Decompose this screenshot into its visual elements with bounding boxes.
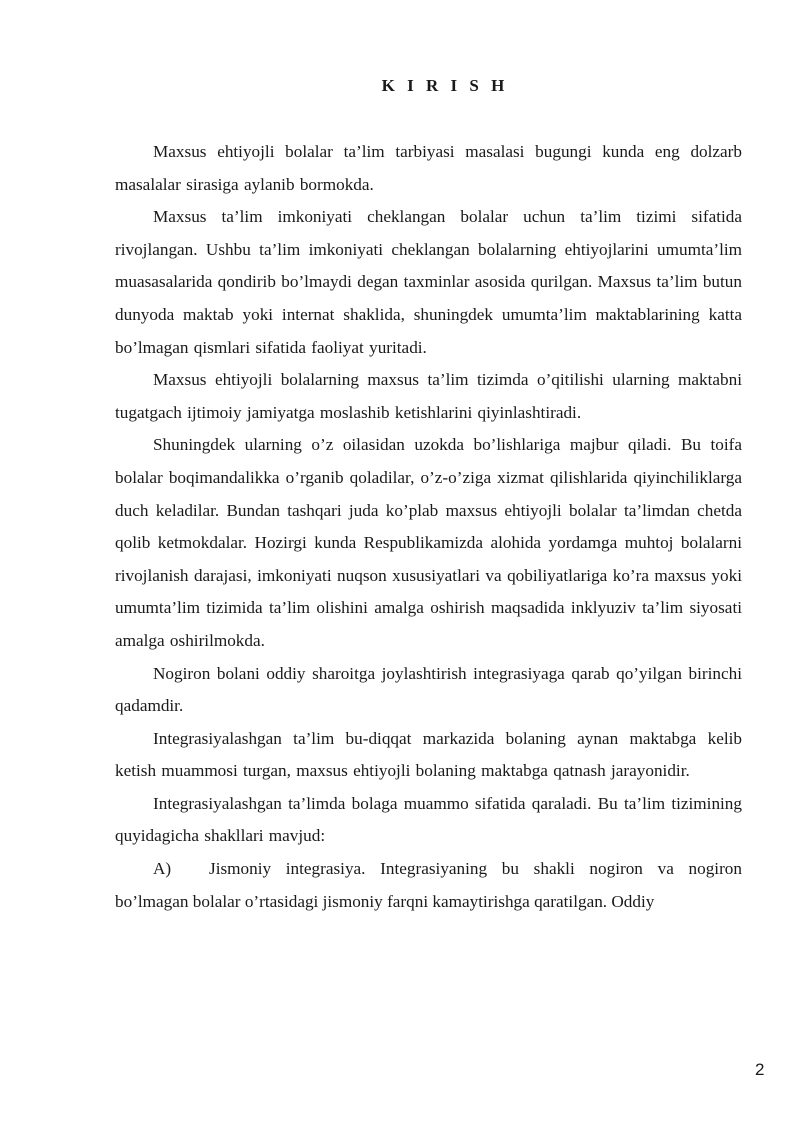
- page-number: 2: [755, 1060, 765, 1079]
- page-title: K I R I S H: [381, 76, 509, 95]
- paragraph-7: Integrasiyalashgan ta’limda bolaga muammo sifatida qaraladi. Bu ta’lim tizimining quyidagicha shakllari mavjud:: [115, 793, 742, 846]
- paragraph-1: Maxsus ehtiyojli bolalar ta’lim tarbiyasi masalasi bugungi kunda eng dolzarb masalalar sirasiga aylanib bormokda.: [115, 142, 742, 194]
- paragraph-4: Shuningdek ularning o’z oilasidan uzokda bo’lishlariga majbur qiladi. Bu toifa bolalar boqimandalikka o’rganib qoladilar, o’z-o’ziga xizmat qilishlarida qiyinchiliklarga duch keladilar. Bundan tashqari juda ko’plab maxsus ehtiyojli bolalar ta’limdan chetda qolib ketmokdalar. Hozirgi kunda Respublikamizda alohida yordamga muhtoj bolalarni rivojlanish darajasi, imkoniyati nuqson xususiyatlari va qobiliyatlariga ko’ra maxsus yoki umumta’lim tizimida ta’lim olishini amalga oshirish maqsadida inklyuziv ta’lim siyosati amalga oshirilmokda.: [115, 435, 742, 650]
- paragraph-3: Maxsus ehtiyojli bolalarning maxsus ta’lim tizimda o’qitilishi ularning maktabni tugatgach ijtimoiy jamiyatga moslashib ketishlarini qiyinlashtiradi.: [115, 370, 742, 422]
- list-item-a: [115, 853, 742, 918]
- document-body: [115, 136, 742, 918]
- list-marker: A): [153, 859, 172, 879]
- paragraph-5: Nogiron bolani oddiy sharoitga joylashtirish integrasiyaga qarab qo’yilgan birinchi qadamdir.: [115, 663, 742, 716]
- paragraph-2: Maxsus ta’lim imkoniyati cheklangan bolalar uchun ta’lim tizimi sifatida rivojlangan. Ushbu ta’lim imkoniyati cheklangan bolalarning ehtiyojlarini umumta’lim muasasalarida qondirib bo’lmaydi degan taxminlar asosida qurilgan. Maxsus ta’lim butun dunyoda maktab yoki internat shaklida, shuningdek umumta’lim maktablarining katta bo’lmagan qismlari sifatida faoliyat yuritadi.: [115, 207, 742, 357]
- paragraph-6: Integrasiyalashgan ta’lim bu-diqqat markazida bolaning aynan maktabga kelib ketish muammosi turgan, maxsus ehtiyojli bolaning maktabga qatnash jarayonidir.: [115, 728, 742, 781]
- list-item-text: Jismoniy integrasiya. Integrasiyaning bu shakli nogiron va nogiron bo’lmagan bolalar o’rtasidagi jismoniy farqni kamaytirishga qaratilgan. Oddiy: [115, 859, 742, 911]
